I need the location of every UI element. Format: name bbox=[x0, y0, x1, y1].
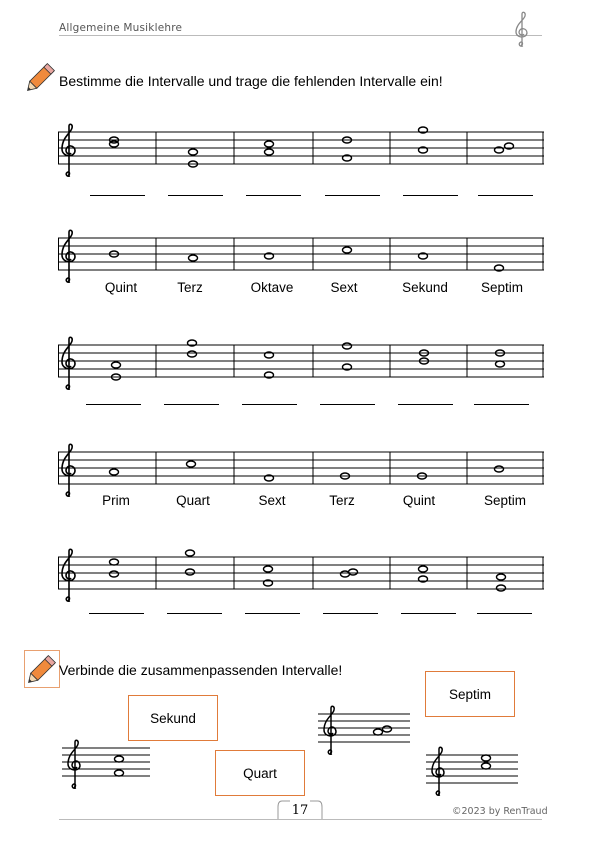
staff-row-4 bbox=[58, 440, 544, 500]
answer-blank[interactable] bbox=[325, 195, 380, 196]
answer-blank[interactable] bbox=[168, 195, 223, 196]
answer-blank[interactable] bbox=[242, 404, 297, 405]
interval-label: Septim bbox=[483, 493, 527, 508]
interval-label: Terz bbox=[329, 493, 355, 508]
answer-blank[interactable] bbox=[478, 195, 533, 196]
treble-clef-icon bbox=[432, 747, 444, 795]
treble-clef-icon bbox=[68, 740, 80, 788]
treble-clef-icon bbox=[324, 706, 336, 754]
staff-row-5 bbox=[58, 545, 544, 605]
answer-blank[interactable] bbox=[86, 404, 141, 405]
pencil-icon bbox=[24, 58, 58, 96]
answer-blank[interactable] bbox=[245, 613, 300, 614]
pencil-icon bbox=[24, 650, 60, 688]
staff-row-3 bbox=[58, 333, 544, 393]
interval-label: Sekund bbox=[402, 280, 448, 295]
interval-label: Quint bbox=[402, 493, 436, 508]
staff-row-2 bbox=[58, 226, 544, 286]
answer-blank[interactable] bbox=[89, 613, 144, 614]
answer-blank[interactable] bbox=[323, 613, 378, 614]
interval-label: Prim bbox=[102, 493, 130, 508]
header-divider bbox=[59, 35, 542, 36]
page-number: 17 bbox=[291, 803, 309, 818]
answer-blank[interactable] bbox=[90, 195, 145, 196]
interval-label: Quint bbox=[104, 280, 138, 295]
interval-label: Septim bbox=[480, 280, 524, 295]
copyright: ©2023 by RenTraud bbox=[452, 806, 548, 817]
header-title: Allgemeine Musiklehre bbox=[59, 22, 183, 34]
small-staff-middle bbox=[318, 704, 413, 756]
instruction-1: Bestimme die Intervalle und trage die fehlenden Intervalle ein! bbox=[59, 73, 443, 89]
treble-clef-icon bbox=[510, 10, 534, 50]
staff-row-1 bbox=[58, 120, 544, 180]
interval-label: Terz bbox=[177, 280, 203, 295]
answer-blank[interactable] bbox=[403, 195, 458, 196]
instruction-2: Verbinde die zusammenpassenden Intervalle! bbox=[59, 662, 343, 678]
small-staff-right bbox=[426, 745, 521, 797]
interval-label: Quart bbox=[176, 493, 210, 508]
answer-blank[interactable] bbox=[246, 195, 301, 196]
small-staff-left bbox=[62, 738, 152, 790]
interval-label: Sext bbox=[330, 280, 358, 295]
answer-blank[interactable] bbox=[164, 404, 219, 405]
interval-label: Sext bbox=[258, 493, 286, 508]
answer-blank[interactable] bbox=[320, 404, 375, 405]
interval-box-sekund[interactable]: Sekund bbox=[128, 695, 218, 741]
answer-blank[interactable] bbox=[477, 613, 532, 614]
interval-box-septim[interactable]: Septim bbox=[425, 671, 515, 717]
answer-blank[interactable] bbox=[474, 404, 529, 405]
interval-box-quart[interactable]: Quart bbox=[215, 750, 305, 796]
answer-blank[interactable] bbox=[401, 613, 456, 614]
interval-label: Oktave bbox=[250, 280, 294, 295]
answer-blank[interactable] bbox=[398, 404, 453, 405]
answer-blank[interactable] bbox=[167, 613, 222, 614]
